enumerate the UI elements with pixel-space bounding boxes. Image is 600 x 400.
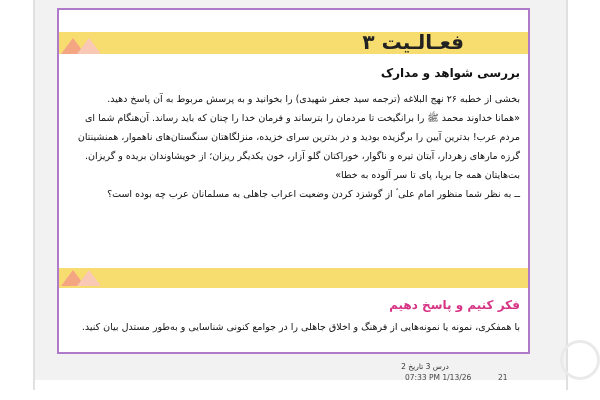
decor-triangle: [77, 270, 101, 286]
sermon-quote: «همانا خداوند محمد ﷺ را برانگیخت تا مردمان را بترساند و فرمان خدا را چنان که باید رساند. آن‌هنگام شما ای مردم عرب! بدترین آیین را برگزیده بودید و در بدترین سرای خزیده، منزلگاهتان سنگستان‌های ناهموار، همنشینتان گرزه مارهای زهردار، آبتان تیره و ناگوار، خوراکتان گلو آزار، خون یکدیگر ریزان؛ از خویشاوندان بریده و گریزان. بت‌هایتان همه جا برپا، پای تا سر آلوده به خطا»: [77, 113, 520, 181]
slide-right-edge: [566, 0, 568, 390]
page-number: 21: [498, 373, 508, 382]
review-heading: بررسی شواهد و مدارک: [380, 66, 520, 80]
review-body: [67, 90, 520, 204]
footer-timestamp: 07:33 PM 1/13/26: [405, 373, 472, 382]
decor-triangle: [77, 38, 101, 54]
review-question: ــ به نظر شما منظور امام علی ؑ از گوشزد کردن وضعیت اعراب جاهلی به مسلمانان عرب چه بوده است؟: [107, 189, 520, 200]
think-heading: فکر کنیم و پاسخ دهیم: [389, 298, 520, 312]
footer-lesson: درس 3 تاریخ 2: [401, 362, 449, 371]
activity-title: فعـالـیت ۳: [362, 30, 464, 54]
watermark-icon: [560, 340, 600, 380]
divider-band: [59, 268, 528, 288]
slide-left-edge: [33, 0, 35, 390]
activity-card: [57, 8, 530, 354]
think-text: با همفکری، نمونه یا نمونه‌هایی از فرهنگ و اخلاق جاهلی را در جوامع کنونی شناسایی و به‌طور مستدل بیان کنید.: [81, 322, 520, 333]
review-intro: بخشی از خطبه ۲۶ نهج البلاغه (ترجمه سید جعفر شهیدی) را بخوانید و به پرسش مربوط به آن پاسخ دهید.: [107, 94, 520, 105]
